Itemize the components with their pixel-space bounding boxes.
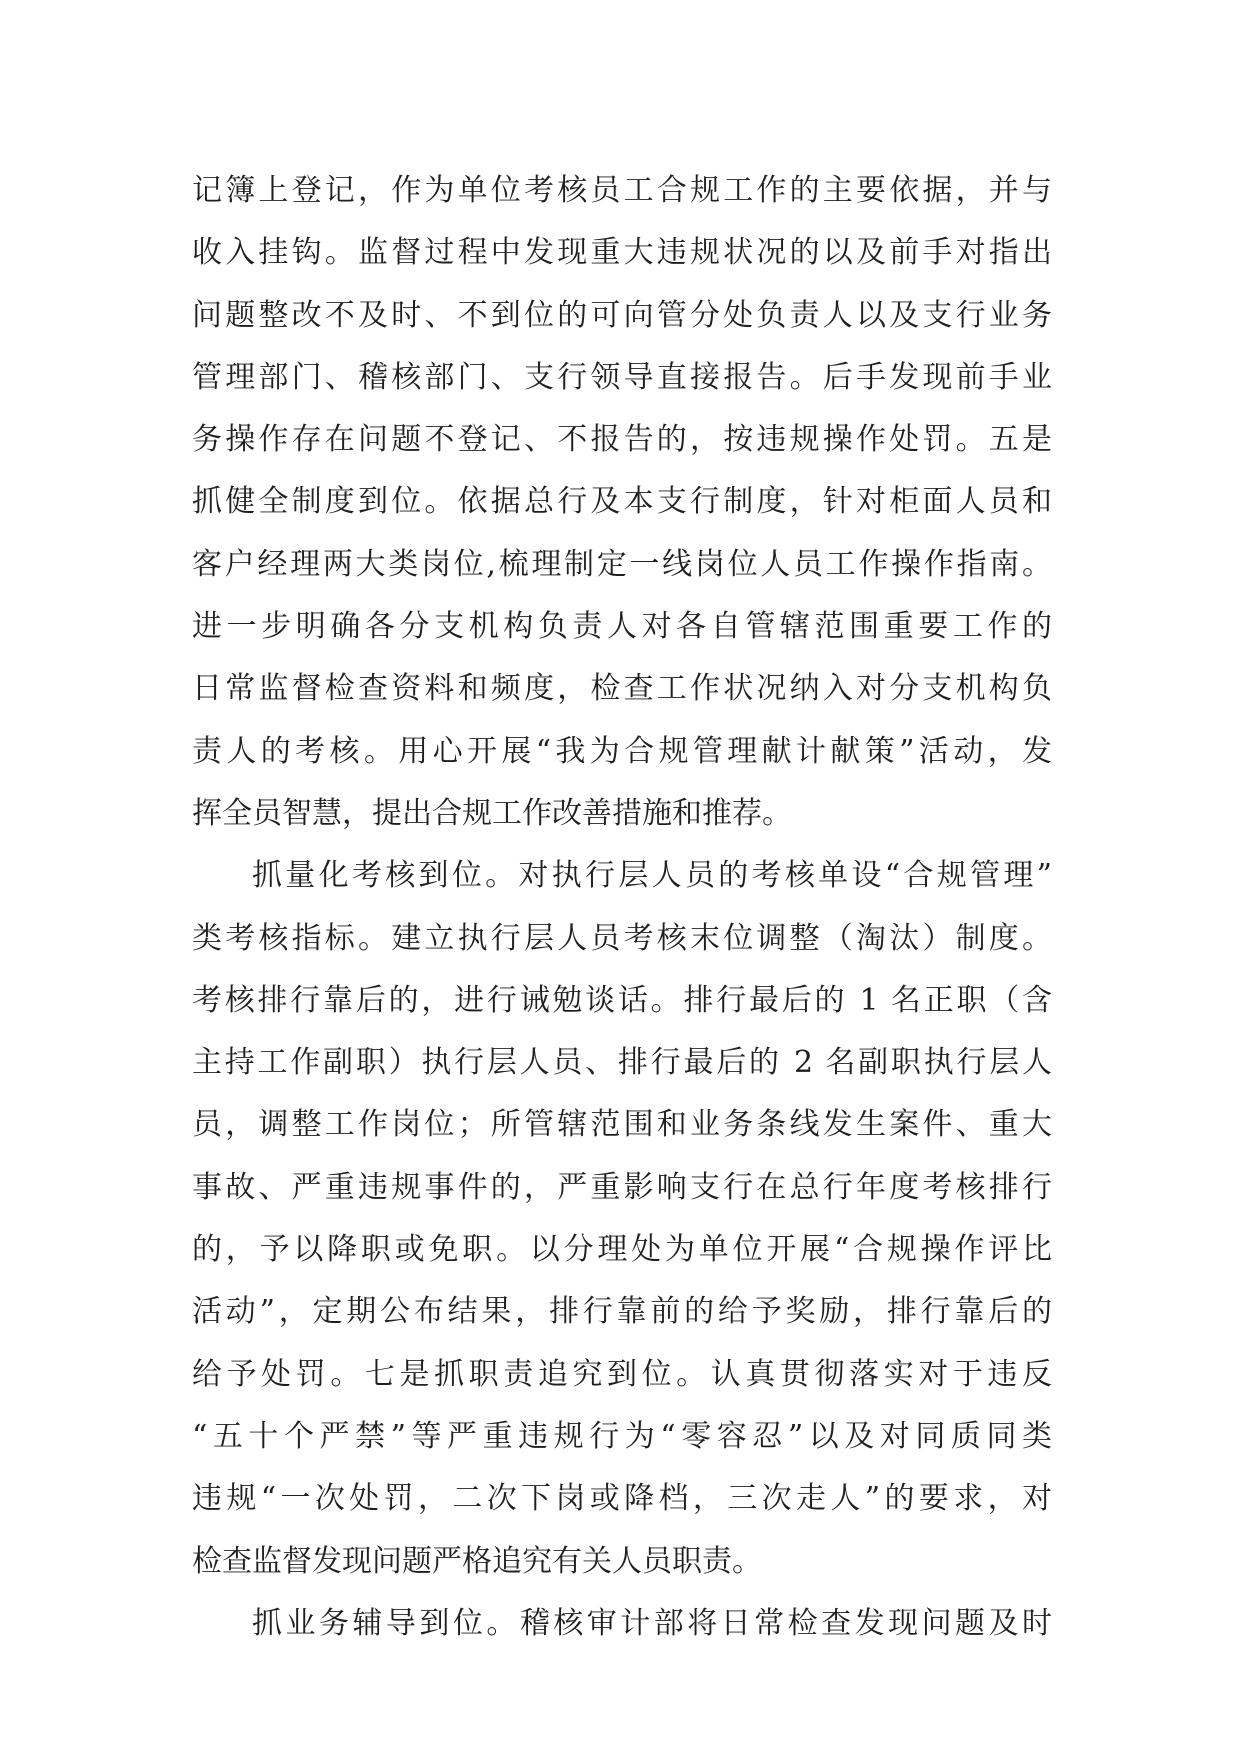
text-line: 务操作存在问题不登记、不报告的，按违规操作处罚。五是 — [192, 422, 1052, 458]
text-line: 主持工作副职）执行层人员、排行最后的 2 名副职执行层人 — [192, 1045, 1052, 1081]
text-line: 收入挂钩。监督过程中发现重大违规状况的以及前手对指出 — [192, 235, 1052, 271]
text-line: 检查监督发现问题严格追究有关人员职责。 — [192, 1543, 762, 1579]
paragraph-start-line: 抓量化考核到位。对执行层人员的考核单设“合规管理” — [252, 858, 1052, 894]
paragraph-start-line: 抓业务辅导到位。稽核审计部将日常检查发现问题及时 — [252, 1605, 1052, 1641]
text-line: 挥全员智慧，提出合规工作改善措施和推荐。 — [192, 795, 792, 831]
text-line: 活动”，定期公布结果，排行靠前的给予奖励，排行靠后的 — [192, 1294, 1052, 1330]
text-line: 记簿上登记，作为单位考核员工合规工作的主要依据，并与 — [192, 173, 1052, 208]
text-line: 管理部门、稽核部门、支行领导直接报告。后手发现前手业 — [192, 359, 1052, 395]
text-line: 客户经理两大类岗位,梳理制定一线岗位人员工作操作指南。 — [192, 546, 1052, 582]
text-line: 问题整改不及时、不到位的可向管分处负责人以及支行业务 — [192, 297, 1052, 333]
text-line: 给予处罚。七是抓职责追究到位。认真贯彻落实对于违反 — [192, 1356, 1052, 1392]
text-line: 进一步明确各分支机构负责人对各自管辖范围重要工作的 — [192, 609, 1052, 645]
text-line: 员，调整工作岗位；所管辖范围和业务条线发生案件、重大 — [192, 1107, 1052, 1143]
text-line: 责人的考核。用心开展“我为合规管理献计献策”活动，发 — [192, 733, 1052, 769]
text-line: 抓健全制度到位。依据总行及本支行制度，针对柜面人员和 — [192, 484, 1052, 520]
text-line: 的，予以降职或免职。以分理处为单位开展“合规操作评比 — [192, 1232, 1052, 1268]
text-line: 违规“一次处罚，二次下岗或降档，三次走人”的要求，对 — [192, 1481, 1052, 1517]
text-line: 日常监督检查资料和频度，检查工作状况纳入对分支机构负 — [192, 671, 1052, 707]
text-line: 类考核指标。建立执行层人员考核末位调整（淘汰）制度。 — [192, 920, 1052, 956]
document-body — [192, 160, 1052, 1655]
text-line: 考核排行靠后的，进行诫勉谈话。排行最后的 1 名正职（含 — [192, 982, 1052, 1018]
text-line: 事故、严重违规事件的，严重影响支行在总行年度考核排行 — [192, 1169, 1052, 1205]
text-line: “五十个严禁”等严重违规行为“零容忍”以及对同质同类 — [192, 1418, 1052, 1454]
